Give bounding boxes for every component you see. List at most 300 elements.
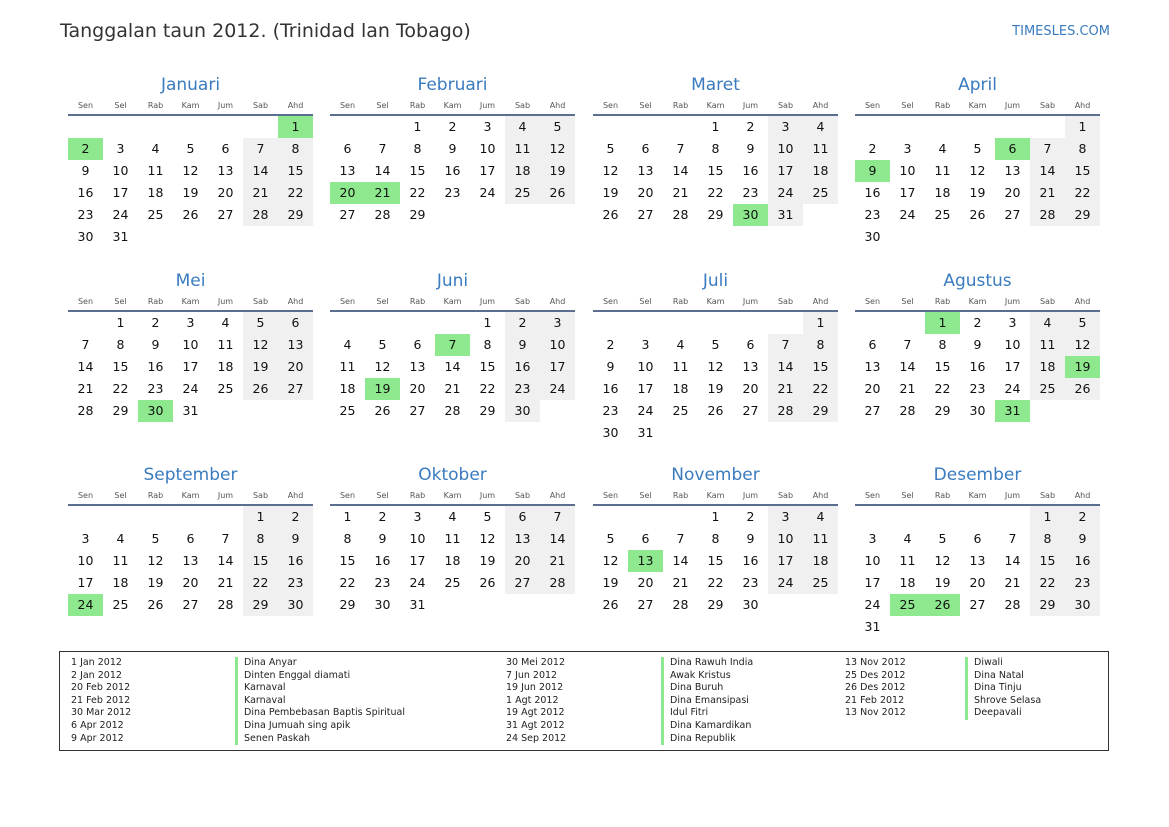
day-cell[interactable]: 1 xyxy=(1030,506,1065,528)
day-cell[interactable]: 28 xyxy=(672,207,689,222)
day-cell[interactable]: 22 xyxy=(409,185,426,200)
day-cell[interactable]: 14 xyxy=(444,359,461,374)
day-cell[interactable]: 20 xyxy=(742,381,759,396)
day-cell[interactable]: 1 xyxy=(116,315,125,330)
day-cell[interactable]: 22 xyxy=(278,182,313,204)
day-cell[interactable]: 12 xyxy=(707,359,724,374)
day-cell[interactable]: 21 xyxy=(77,381,94,396)
day-cell[interactable]: 6 xyxy=(413,337,422,352)
day-cell[interactable]: 6 xyxy=(641,141,650,156)
day-cell[interactable]: 24 xyxy=(540,378,575,400)
day-cell[interactable]: 17 xyxy=(479,163,496,178)
day-cell[interactable]: 7 xyxy=(768,334,803,356)
day-cell[interactable]: 5 xyxy=(378,337,387,352)
day-cell[interactable]: 13 xyxy=(637,163,654,178)
day-cell[interactable]: 24 xyxy=(409,575,426,590)
day-cell[interactable]: 9 xyxy=(746,531,755,546)
day-cell[interactable]: 31 xyxy=(864,619,881,634)
day-cell[interactable]: 27 xyxy=(339,207,356,222)
day-cell[interactable]: 8 xyxy=(711,141,720,156)
day-cell[interactable]: 5 xyxy=(973,141,982,156)
day-cell[interactable]: 7 xyxy=(540,506,575,528)
day-cell[interactable]: 9 xyxy=(973,337,982,352)
day-cell[interactable]: 13 xyxy=(864,359,881,374)
day-cell[interactable]: 26 xyxy=(479,575,496,590)
day-cell[interactable]: 11 xyxy=(339,359,356,374)
day-cell[interactable]: 31 xyxy=(768,204,803,226)
day-cell[interactable]: 7 xyxy=(378,141,387,156)
day-cell[interactable]: 28 xyxy=(899,403,916,418)
day-cell[interactable]: 22 xyxy=(479,381,496,396)
day-cell[interactable]: 30 xyxy=(374,597,391,612)
day-cell[interactable]: 12 xyxy=(243,334,278,356)
day-cell[interactable]: 2 xyxy=(746,509,755,524)
day-cell[interactable]: 29 xyxy=(934,403,951,418)
day-cell[interactable]: 20 xyxy=(278,356,313,378)
day-cell[interactable]: 27 xyxy=(182,597,199,612)
day-cell[interactable]: 3 xyxy=(768,116,803,138)
day-cell[interactable]: 7 xyxy=(81,337,90,352)
day-cell[interactable]: 8 xyxy=(1030,528,1065,550)
day-cell[interactable]: 13 xyxy=(217,163,234,178)
day-cell[interactable]: 3 xyxy=(116,141,125,156)
day-cell[interactable]: 6 xyxy=(746,337,755,352)
day-cell[interactable]: 11 xyxy=(112,553,129,568)
day-cell[interactable]: 15 xyxy=(707,163,724,178)
day-cell[interactable]: 31 xyxy=(637,425,654,440)
day-cell[interactable]: 19 xyxy=(602,185,619,200)
day-cell[interactable]: 18 xyxy=(803,550,838,572)
day-cell[interactable]: 6 xyxy=(186,531,195,546)
holiday-day-cell[interactable]: 30 xyxy=(733,204,768,226)
day-cell[interactable]: 7 xyxy=(676,141,685,156)
day-cell[interactable]: 2 xyxy=(973,315,982,330)
day-cell[interactable]: 1 xyxy=(483,315,492,330)
day-cell[interactable]: 10 xyxy=(112,163,129,178)
day-cell[interactable]: 26 xyxy=(969,207,986,222)
day-cell[interactable]: 29 xyxy=(1065,204,1100,226)
day-cell[interactable]: 10 xyxy=(409,531,426,546)
day-cell[interactable]: 22 xyxy=(339,575,356,590)
day-cell[interactable]: 3 xyxy=(483,119,492,134)
day-cell[interactable]: 19 xyxy=(243,356,278,378)
day-cell[interactable]: 4 xyxy=(448,509,457,524)
day-cell[interactable]: 20 xyxy=(637,185,654,200)
day-cell[interactable]: 18 xyxy=(1030,356,1065,378)
day-cell[interactable]: 19 xyxy=(934,575,951,590)
day-cell[interactable]: 16 xyxy=(505,356,540,378)
day-cell[interactable]: 4 xyxy=(343,337,352,352)
day-cell[interactable]: 2 xyxy=(868,141,877,156)
day-cell[interactable]: 27 xyxy=(1004,207,1021,222)
day-cell[interactable]: 20 xyxy=(505,550,540,572)
day-cell[interactable]: 3 xyxy=(1008,315,1017,330)
day-cell[interactable]: 28 xyxy=(243,204,278,226)
day-cell[interactable]: 14 xyxy=(672,553,689,568)
day-cell[interactable]: 17 xyxy=(768,550,803,572)
day-cell[interactable]: 9 xyxy=(151,337,160,352)
day-cell[interactable]: 29 xyxy=(278,204,313,226)
day-cell[interactable]: 18 xyxy=(803,160,838,182)
day-cell[interactable]: 26 xyxy=(374,403,391,418)
day-cell[interactable]: 7 xyxy=(221,531,230,546)
holiday-day-cell[interactable]: 1 xyxy=(278,116,313,138)
day-cell[interactable]: 12 xyxy=(602,553,619,568)
day-cell[interactable]: 23 xyxy=(1065,572,1100,594)
day-cell[interactable]: 22 xyxy=(934,381,951,396)
day-cell[interactable]: 31 xyxy=(112,229,129,244)
day-cell[interactable]: 29 xyxy=(243,594,278,616)
day-cell[interactable]: 28 xyxy=(1030,204,1065,226)
day-cell[interactable]: 12 xyxy=(182,163,199,178)
day-cell[interactable]: 27 xyxy=(278,378,313,400)
day-cell[interactable]: 31 xyxy=(409,597,426,612)
day-cell[interactable]: 25 xyxy=(444,575,461,590)
day-cell[interactable]: 16 xyxy=(444,163,461,178)
day-cell[interactable]: 15 xyxy=(1065,160,1100,182)
day-cell[interactable]: 21 xyxy=(899,381,916,396)
day-cell[interactable]: 12 xyxy=(540,138,575,160)
day-cell[interactable]: 6 xyxy=(641,531,650,546)
day-cell[interactable]: 26 xyxy=(243,378,278,400)
day-cell[interactable]: 9 xyxy=(448,141,457,156)
day-cell[interactable]: 11 xyxy=(934,163,951,178)
day-cell[interactable]: 11 xyxy=(672,359,689,374)
day-cell[interactable]: 7 xyxy=(903,337,912,352)
day-cell[interactable]: 23 xyxy=(742,185,759,200)
day-cell[interactable]: 30 xyxy=(969,403,986,418)
day-cell[interactable]: 29 xyxy=(1030,594,1065,616)
day-cell[interactable]: 28 xyxy=(77,403,94,418)
day-cell[interactable]: 9 xyxy=(81,163,90,178)
day-cell[interactable]: 17 xyxy=(182,359,199,374)
day-cell[interactable]: 1 xyxy=(803,312,838,334)
holiday-day-cell[interactable]: 30 xyxy=(138,400,173,422)
day-cell[interactable]: 9 xyxy=(606,359,615,374)
day-cell[interactable]: 26 xyxy=(540,182,575,204)
day-cell[interactable]: 14 xyxy=(1030,160,1065,182)
day-cell[interactable]: 28 xyxy=(540,572,575,594)
day-cell[interactable]: 18 xyxy=(112,575,129,590)
day-cell[interactable]: 2 xyxy=(448,119,457,134)
day-cell[interactable]: 8 xyxy=(116,337,125,352)
day-cell[interactable]: 12 xyxy=(147,553,164,568)
day-cell[interactable]: 13 xyxy=(1004,163,1021,178)
day-cell[interactable]: 19 xyxy=(969,185,986,200)
day-cell[interactable]: 8 xyxy=(803,334,838,356)
day-cell[interactable]: 6 xyxy=(343,141,352,156)
day-cell[interactable]: 4 xyxy=(151,141,160,156)
day-cell[interactable]: 21 xyxy=(217,575,234,590)
day-cell[interactable]: 23 xyxy=(444,185,461,200)
day-cell[interactable]: 21 xyxy=(1004,575,1021,590)
day-cell[interactable]: 5 xyxy=(606,141,615,156)
day-cell[interactable]: 25 xyxy=(1030,378,1065,400)
day-cell[interactable]: 29 xyxy=(112,403,129,418)
day-cell[interactable]: 6 xyxy=(505,506,540,528)
day-cell[interactable]: 14 xyxy=(768,356,803,378)
holiday-day-cell[interactable]: 2 xyxy=(68,138,103,160)
day-cell[interactable]: 18 xyxy=(505,160,540,182)
day-cell[interactable]: 30 xyxy=(742,597,759,612)
day-cell[interactable]: 25 xyxy=(147,207,164,222)
holiday-day-cell[interactable]: 26 xyxy=(925,594,960,616)
day-cell[interactable]: 13 xyxy=(278,334,313,356)
day-cell[interactable]: 30 xyxy=(602,425,619,440)
day-cell[interactable]: 23 xyxy=(374,575,391,590)
day-cell[interactable]: 18 xyxy=(339,381,356,396)
day-cell[interactable]: 15 xyxy=(479,359,496,374)
day-cell[interactable]: 4 xyxy=(803,116,838,138)
day-cell[interactable]: 3 xyxy=(868,531,877,546)
day-cell[interactable]: 10 xyxy=(899,163,916,178)
day-cell[interactable]: 1 xyxy=(711,119,720,134)
day-cell[interactable]: 25 xyxy=(803,182,838,204)
day-cell[interactable]: 16 xyxy=(147,359,164,374)
day-cell[interactable]: 11 xyxy=(217,337,234,352)
day-cell[interactable]: 30 xyxy=(1065,594,1100,616)
day-cell[interactable]: 23 xyxy=(602,403,619,418)
day-cell[interactable]: 27 xyxy=(409,403,426,418)
day-cell[interactable]: 2 xyxy=(278,506,313,528)
day-cell[interactable]: 15 xyxy=(1030,550,1065,572)
day-cell[interactable]: 3 xyxy=(413,509,422,524)
day-cell[interactable]: 19 xyxy=(707,381,724,396)
day-cell[interactable]: 3 xyxy=(641,337,650,352)
day-cell[interactable]: 13 xyxy=(182,553,199,568)
day-cell[interactable]: 16 xyxy=(969,359,986,374)
day-cell[interactable]: 8 xyxy=(243,528,278,550)
day-cell[interactable]: 28 xyxy=(217,597,234,612)
holiday-day-cell[interactable]: 21 xyxy=(365,182,400,204)
day-cell[interactable]: 18 xyxy=(147,185,164,200)
day-cell[interactable]: 10 xyxy=(768,138,803,160)
day-cell[interactable]: 10 xyxy=(540,334,575,356)
day-cell[interactable]: 24 xyxy=(112,207,129,222)
day-cell[interactable]: 12 xyxy=(934,553,951,568)
day-cell[interactable]: 27 xyxy=(742,403,759,418)
day-cell[interactable]: 1 xyxy=(243,506,278,528)
day-cell[interactable]: 17 xyxy=(768,160,803,182)
day-cell[interactable]: 4 xyxy=(116,531,125,546)
holiday-day-cell[interactable]: 25 xyxy=(890,594,925,616)
day-cell[interactable]: 15 xyxy=(243,550,278,572)
day-cell[interactable]: 3 xyxy=(186,315,195,330)
day-cell[interactable]: 10 xyxy=(1004,337,1021,352)
day-cell[interactable]: 11 xyxy=(803,138,838,160)
day-cell[interactable]: 6 xyxy=(973,531,982,546)
day-cell[interactable]: 30 xyxy=(864,229,881,244)
day-cell[interactable]: 28 xyxy=(444,403,461,418)
day-cell[interactable]: 15 xyxy=(934,359,951,374)
day-cell[interactable]: 17 xyxy=(409,553,426,568)
day-cell[interactable]: 9 xyxy=(378,531,387,546)
day-cell[interactable]: 15 xyxy=(409,163,426,178)
day-cell[interactable]: 14 xyxy=(540,528,575,550)
day-cell[interactable]: 30 xyxy=(505,400,540,422)
day-cell[interactable]: 14 xyxy=(243,160,278,182)
day-cell[interactable]: 8 xyxy=(343,531,352,546)
day-cell[interactable]: 24 xyxy=(637,403,654,418)
day-cell[interactable]: 4 xyxy=(676,337,685,352)
day-cell[interactable]: 5 xyxy=(938,531,947,546)
day-cell[interactable]: 2 xyxy=(1065,506,1100,528)
holiday-day-cell[interactable]: 6 xyxy=(995,138,1030,160)
day-cell[interactable]: 5 xyxy=(483,509,492,524)
day-cell[interactable]: 24 xyxy=(768,572,803,594)
day-cell[interactable]: 22 xyxy=(707,185,724,200)
day-cell[interactable]: 24 xyxy=(1004,381,1021,396)
day-cell[interactable]: 23 xyxy=(969,381,986,396)
day-cell[interactable]: 16 xyxy=(602,381,619,396)
day-cell[interactable]: 12 xyxy=(479,531,496,546)
day-cell[interactable]: 18 xyxy=(217,359,234,374)
day-cell[interactable]: 30 xyxy=(77,229,94,244)
day-cell[interactable]: 9 xyxy=(746,141,755,156)
day-cell[interactable]: 15 xyxy=(112,359,129,374)
day-cell[interactable]: 17 xyxy=(77,575,94,590)
day-cell[interactable]: 11 xyxy=(505,138,540,160)
holiday-day-cell[interactable]: 13 xyxy=(628,550,663,572)
day-cell[interactable]: 8 xyxy=(413,141,422,156)
day-cell[interactable]: 14 xyxy=(374,163,391,178)
day-cell[interactable]: 29 xyxy=(339,597,356,612)
day-cell[interactable]: 9 xyxy=(505,334,540,356)
day-cell[interactable]: 17 xyxy=(1004,359,1021,374)
day-cell[interactable]: 1 xyxy=(1065,116,1100,138)
day-cell[interactable]: 11 xyxy=(1030,334,1065,356)
day-cell[interactable]: 10 xyxy=(182,337,199,352)
day-cell[interactable]: 21 xyxy=(540,550,575,572)
day-cell[interactable]: 14 xyxy=(217,553,234,568)
day-cell[interactable]: 21 xyxy=(243,182,278,204)
day-cell[interactable]: 16 xyxy=(864,185,881,200)
day-cell[interactable]: 19 xyxy=(540,160,575,182)
day-cell[interactable]: 16 xyxy=(1065,550,1100,572)
day-cell[interactable]: 9 xyxy=(278,528,313,550)
holiday-day-cell[interactable]: 9 xyxy=(855,160,890,182)
day-cell[interactable]: 10 xyxy=(864,553,881,568)
day-cell[interactable]: 19 xyxy=(602,575,619,590)
site-link[interactable]: TIMESLES.COM xyxy=(1012,24,1110,39)
day-cell[interactable]: 13 xyxy=(969,553,986,568)
day-cell[interactable]: 2 xyxy=(606,337,615,352)
day-cell[interactable]: 13 xyxy=(742,359,759,374)
day-cell[interactable]: 23 xyxy=(864,207,881,222)
day-cell[interactable]: 15 xyxy=(707,553,724,568)
day-cell[interactable]: 25 xyxy=(934,207,951,222)
day-cell[interactable]: 15 xyxy=(803,356,838,378)
day-cell[interactable]: 15 xyxy=(339,553,356,568)
day-cell[interactable]: 5 xyxy=(1065,312,1100,334)
day-cell[interactable]: 1 xyxy=(343,509,352,524)
day-cell[interactable]: 25 xyxy=(803,572,838,594)
day-cell[interactable]: 14 xyxy=(672,163,689,178)
day-cell[interactable]: 21 xyxy=(672,575,689,590)
day-cell[interactable]: 7 xyxy=(676,531,685,546)
day-cell[interactable]: 2 xyxy=(378,509,387,524)
day-cell[interactable]: 17 xyxy=(112,185,129,200)
day-cell[interactable]: 18 xyxy=(899,575,916,590)
day-cell[interactable]: 23 xyxy=(742,575,759,590)
day-cell[interactable]: 4 xyxy=(1030,312,1065,334)
day-cell[interactable]: 29 xyxy=(409,207,426,222)
day-cell[interactable]: 22 xyxy=(243,572,278,594)
day-cell[interactable]: 22 xyxy=(803,378,838,400)
day-cell[interactable]: 24 xyxy=(864,597,881,612)
day-cell[interactable]: 11 xyxy=(899,553,916,568)
day-cell[interactable]: 17 xyxy=(637,381,654,396)
day-cell[interactable]: 24 xyxy=(899,207,916,222)
day-cell[interactable]: 4 xyxy=(221,315,230,330)
day-cell[interactable]: 23 xyxy=(77,207,94,222)
day-cell[interactable]: 12 xyxy=(1065,334,1100,356)
day-cell[interactable]: 20 xyxy=(864,381,881,396)
day-cell[interactable]: 3 xyxy=(768,506,803,528)
day-cell[interactable]: 19 xyxy=(479,553,496,568)
day-cell[interactable]: 16 xyxy=(742,163,759,178)
day-cell[interactable]: 11 xyxy=(803,528,838,550)
day-cell[interactable]: 8 xyxy=(278,138,313,160)
day-cell[interactable]: 27 xyxy=(637,597,654,612)
day-cell[interactable]: 14 xyxy=(1004,553,1021,568)
day-cell[interactable]: 20 xyxy=(1004,185,1021,200)
day-cell[interactable]: 7 xyxy=(243,138,278,160)
day-cell[interactable]: 25 xyxy=(339,403,356,418)
day-cell[interactable]: 8 xyxy=(483,337,492,352)
day-cell[interactable]: 18 xyxy=(444,553,461,568)
day-cell[interactable]: 22 xyxy=(112,381,129,396)
day-cell[interactable]: 20 xyxy=(409,381,426,396)
day-cell[interactable]: 29 xyxy=(707,597,724,612)
day-cell[interactable]: 16 xyxy=(374,553,391,568)
day-cell[interactable]: 26 xyxy=(707,403,724,418)
day-cell[interactable]: 30 xyxy=(278,594,313,616)
day-cell[interactable]: 22 xyxy=(707,575,724,590)
day-cell[interactable]: 28 xyxy=(672,597,689,612)
day-cell[interactable]: 27 xyxy=(505,572,540,594)
day-cell[interactable]: 2 xyxy=(505,312,540,334)
day-cell[interactable]: 29 xyxy=(479,403,496,418)
day-cell[interactable]: 26 xyxy=(182,207,199,222)
day-cell[interactable]: 23 xyxy=(505,378,540,400)
day-cell[interactable]: 17 xyxy=(540,356,575,378)
day-cell[interactable]: 11 xyxy=(444,531,461,546)
day-cell[interactable]: 27 xyxy=(217,207,234,222)
day-cell[interactable]: 4 xyxy=(803,506,838,528)
holiday-day-cell[interactable]: 31 xyxy=(995,400,1030,422)
day-cell[interactable]: 26 xyxy=(1065,378,1100,400)
day-cell[interactable]: 27 xyxy=(637,207,654,222)
day-cell[interactable]: 21 xyxy=(1030,182,1065,204)
day-cell[interactable]: 13 xyxy=(505,528,540,550)
day-cell[interactable]: 5 xyxy=(151,531,160,546)
day-cell[interactable]: 20 xyxy=(217,185,234,200)
day-cell[interactable]: 4 xyxy=(938,141,947,156)
holiday-day-cell[interactable]: 24 xyxy=(68,594,103,616)
day-cell[interactable]: 4 xyxy=(903,531,912,546)
day-cell[interactable]: 1 xyxy=(711,509,720,524)
day-cell[interactable]: 11 xyxy=(147,163,164,178)
holiday-day-cell[interactable]: 19 xyxy=(365,378,400,400)
day-cell[interactable]: 2 xyxy=(746,119,755,134)
day-cell[interactable]: 18 xyxy=(934,185,951,200)
day-cell[interactable]: 26 xyxy=(602,597,619,612)
day-cell[interactable]: 17 xyxy=(899,185,916,200)
day-cell[interactable]: 8 xyxy=(711,531,720,546)
day-cell[interactable]: 13 xyxy=(339,163,356,178)
day-cell[interactable]: 10 xyxy=(479,141,496,156)
